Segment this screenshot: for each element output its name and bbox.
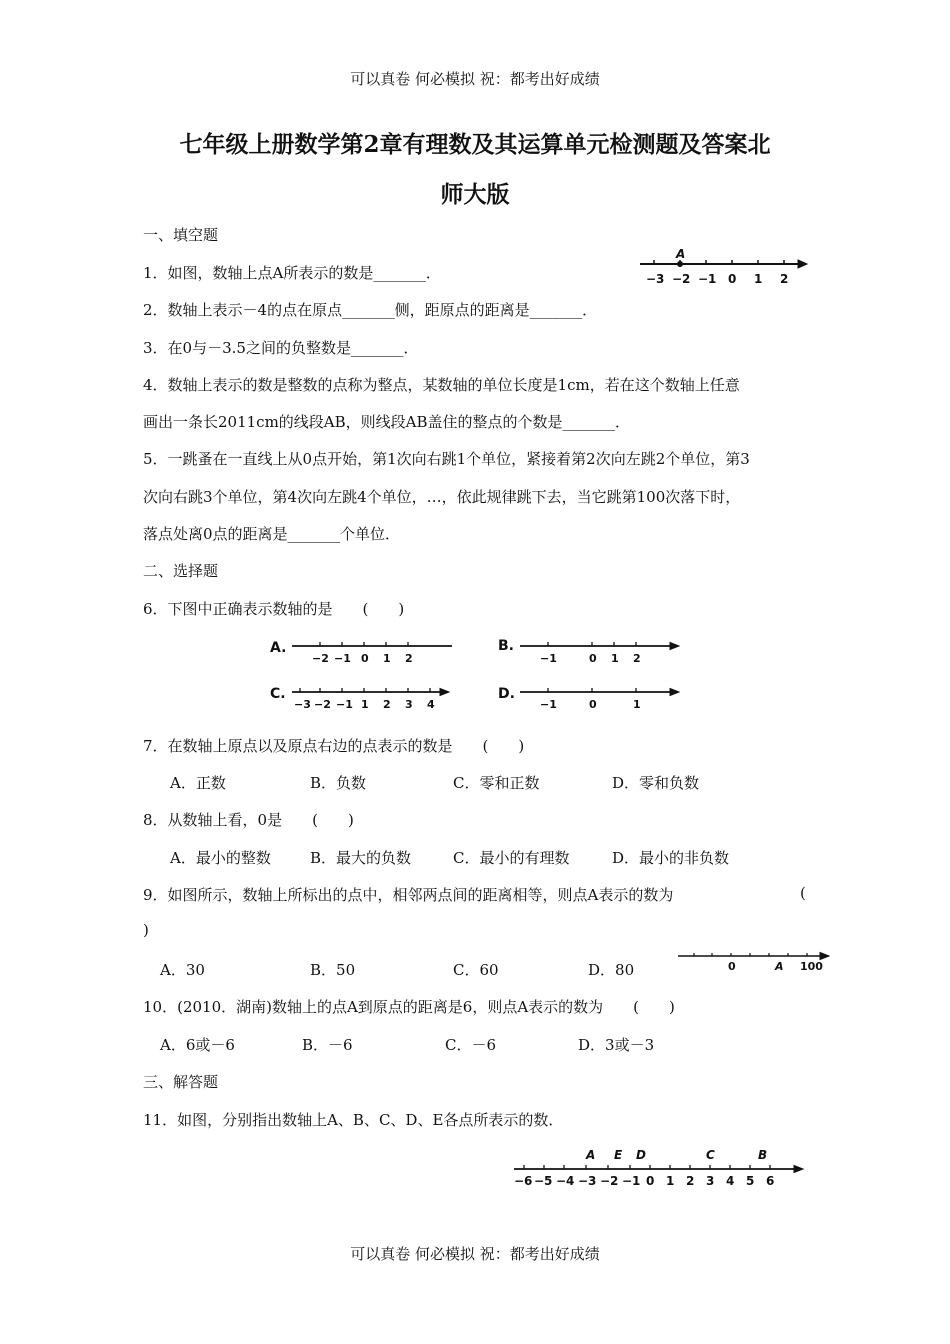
point-label-a: A <box>775 960 784 973</box>
q7-option-a: A．正数 <box>170 774 226 792</box>
question-6: 6．下图中正确表示数轴的是 ( ) <box>143 600 405 618</box>
page-title-line-2: 师大版 <box>440 181 510 208</box>
page-footer: 可以真卷 何必模拟 祝：都考出好成绩 <box>350 1245 600 1263</box>
tick-label: −5 <box>534 1174 553 1188</box>
q9-paren-open: ( <box>800 884 806 902</box>
axis-arrow <box>670 689 679 696</box>
question-3: 3．在0与－3.5之间的负整数是_______． <box>143 339 419 357</box>
figure-number-line-q9 <box>676 946 836 976</box>
question-10: 10．(2010．湖南)数轴上的点A到原点的距离是6，则点A表示的数为 ( ) <box>143 998 675 1016</box>
tick-label: −1 <box>540 698 557 711</box>
tick-label: 1 <box>666 1174 675 1188</box>
question-4-line-2: 画出一条长2011cm的线段AB，则线段AB盖住的整点的个数是_______． <box>143 413 631 431</box>
point-label-a: A <box>586 1148 596 1162</box>
question-9: 9．如图所示，数轴上所标出的点中，相邻两点间的距离相等，则点A表示的数为 <box>143 886 674 904</box>
page-header: 可以真卷 何必模拟 祝：都考出好成绩 <box>350 70 600 88</box>
figure-q6-option-c <box>268 678 458 714</box>
figure-q6-option-b <box>496 632 686 668</box>
question-1: 1．如图，数轴上点A所表示的数是_______． <box>143 264 441 282</box>
tick-label: 5 <box>746 1174 755 1188</box>
q9-option-b: B．50 <box>310 961 356 979</box>
tick-label: 0 <box>646 1174 655 1188</box>
tick-label: −3 <box>578 1174 597 1188</box>
tick-label: 3 <box>405 698 413 711</box>
q10-option-c: C．－6 <box>445 1036 497 1054</box>
tick-label: −2 <box>600 1174 619 1188</box>
tick-label: 2 <box>383 698 391 711</box>
section-solution: 三、解答题 <box>143 1073 219 1091</box>
tick-label: −4 <box>556 1174 575 1188</box>
tick-label: −3 <box>646 272 665 286</box>
tick-label: −2 <box>312 652 329 665</box>
tick-label: −3 <box>294 698 311 711</box>
point-label-d: D <box>636 1148 646 1162</box>
section-multiple-choice: 二、选择题 <box>143 562 219 580</box>
point-label-e: E <box>614 1148 623 1162</box>
tick-label: 2 <box>633 652 641 665</box>
tick-label: 3 <box>706 1174 715 1188</box>
tick-label: −1 <box>334 652 351 665</box>
question-5-line-2: 次向右跳3个单位，第4次向左跳4个单位，…，依此规律跳下去，当它跳第100次落下时， <box>143 488 741 506</box>
question-11: 11．如图，分别指出数轴上A、B、C、D、E各点所表示的数． <box>143 1111 564 1129</box>
question-4-line-1: 4．数轴上表示的数是整数的点称为整点，某数轴的单位长度是1cm，若在这个数轴上任意 <box>143 376 740 394</box>
axis-arrow <box>440 689 449 696</box>
tick-label: −1 <box>622 1174 641 1188</box>
q9-option-a: A．30 <box>160 961 205 979</box>
point-label-b: B <box>758 1148 768 1162</box>
axis-arrow <box>820 953 829 960</box>
tick-label: −6 <box>514 1174 533 1188</box>
tick-label: 100 <box>800 960 823 973</box>
axis-arrow <box>670 643 679 650</box>
q8-option-b: B．最大的负数 <box>310 849 412 867</box>
question-7: 7．在数轴上原点以及原点右边的点表示的数是 ( ) <box>143 737 525 755</box>
tick-label: −2 <box>314 698 331 711</box>
tick-label: 4 <box>427 698 435 711</box>
tick-label: 0 <box>589 698 597 711</box>
q7-option-d: D．零和负数 <box>612 774 700 792</box>
tick-label: 2 <box>686 1174 695 1188</box>
figure-q6-option-d <box>496 678 686 714</box>
figure-number-line-q11 <box>508 1144 808 1190</box>
tick-label: 0 <box>728 960 736 973</box>
tick-label: −1 <box>698 272 717 286</box>
tick-label: −2 <box>672 272 691 286</box>
tick-label: 2 <box>405 652 413 665</box>
q10-option-b: B．－6 <box>302 1036 353 1054</box>
q9-option-d: D．80 <box>588 961 635 979</box>
tick-label: 1 <box>383 652 391 665</box>
tick-label: 2 <box>780 272 789 286</box>
tick-label: 4 <box>726 1174 735 1188</box>
section-fill-in-blank: 一、填空题 <box>143 226 219 244</box>
option-label: D. <box>498 686 515 702</box>
q9-option-c: C．60 <box>453 961 499 979</box>
figure-number-line-q1 <box>636 246 811 290</box>
point-a-dot <box>677 261 683 267</box>
tick-label: 0 <box>728 272 737 286</box>
tick-label: 1 <box>361 698 369 711</box>
question-5-line-1: 5．一跳蚤在一直线上从0点开始，第1次向右跳1个单位，紧接着第2次向左跳2个单位，第3 <box>143 450 750 468</box>
q8-option-d: D．最小的非负数 <box>612 849 730 867</box>
point-label-a: A <box>676 247 686 261</box>
tick-label: −1 <box>336 698 353 711</box>
q7-option-b: B．负数 <box>310 774 367 792</box>
point-label-c: C <box>706 1148 715 1162</box>
figure-q6-option-a <box>268 632 458 668</box>
tick-label: 1 <box>611 652 619 665</box>
axis-arrow <box>794 1166 803 1173</box>
tick-label: 0 <box>361 652 369 665</box>
q8-option-c: C．最小的有理数 <box>453 849 570 867</box>
tick-label: 6 <box>766 1174 775 1188</box>
question-5-line-3: 落点处离0点的距离是_______个单位． <box>143 525 401 543</box>
axis-arrow <box>798 260 807 268</box>
question-2: 2．数轴上表示－4的点在原点_______侧，距原点的距离是_______． <box>143 301 598 319</box>
q7-option-c: C．零和正数 <box>453 774 540 792</box>
q10-option-d: D．3或－3 <box>578 1036 655 1054</box>
question-8: 8．从数轴上看，0是 ( ) <box>143 811 354 829</box>
q9-paren-close: ) <box>143 921 149 939</box>
option-label: A. <box>270 640 287 656</box>
page-title-line-1: 七年级上册数学第2章有理数及其运算单元检测题及答案北 <box>179 131 771 158</box>
option-label: B. <box>498 638 514 654</box>
q8-option-a: A．最小的整数 <box>170 849 271 867</box>
tick-label: 1 <box>633 698 641 711</box>
tick-label: 0 <box>589 652 597 665</box>
tick-label: 1 <box>754 272 763 286</box>
tick-label: −1 <box>540 652 557 665</box>
q10-option-a: A．6或－6 <box>160 1036 235 1054</box>
option-label: C. <box>270 686 286 702</box>
